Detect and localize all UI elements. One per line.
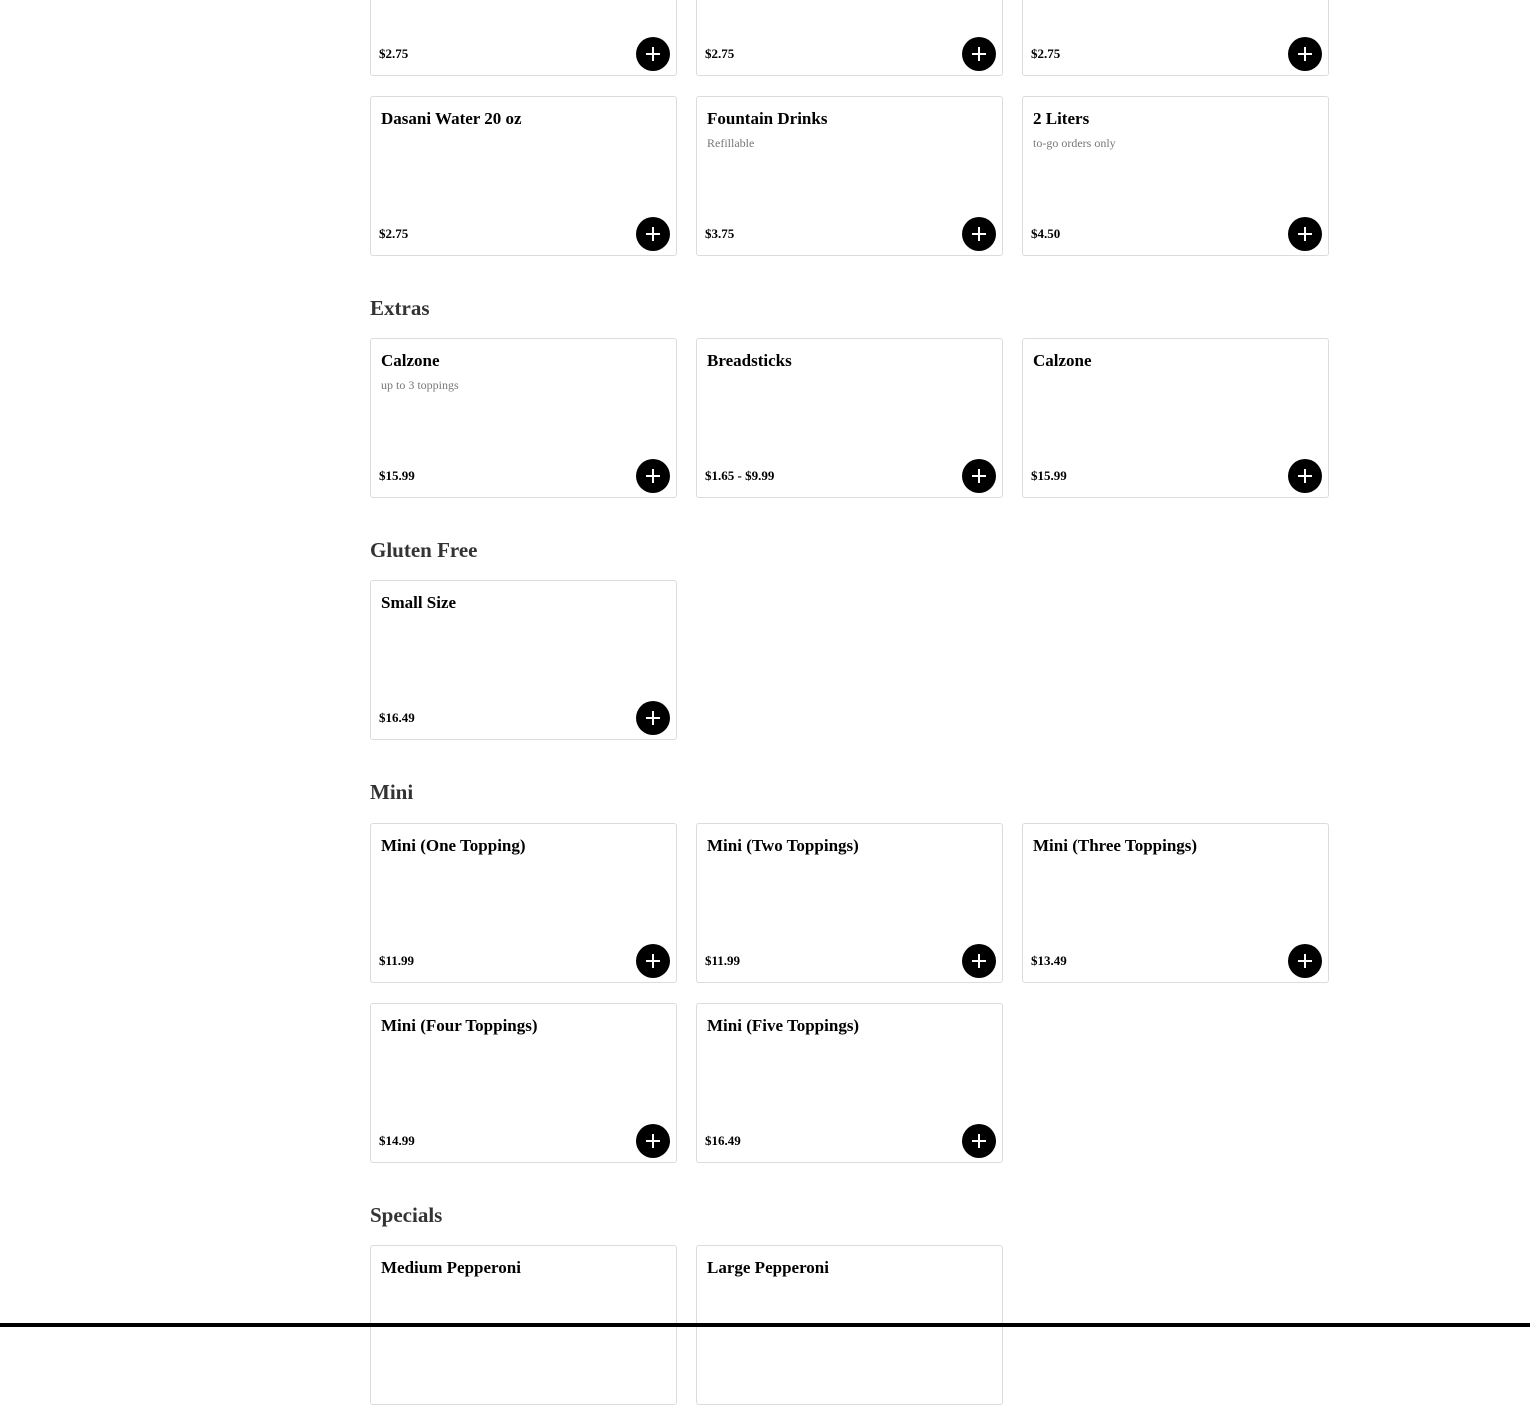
menu-item-card[interactable] — [370, 823, 677, 983]
plus-icon — [1298, 47, 1312, 61]
item-name: Small Size — [381, 593, 457, 612]
item-name: 2 Liters — [1033, 109, 1090, 128]
item-price: $4.50 — [1031, 226, 1061, 241]
item-price: $2.75 — [379, 46, 409, 61]
item-name: Large Pepperoni — [707, 1258, 829, 1277]
item-price: $2.75 — [705, 46, 735, 61]
item-name: Mini (Four Toppings) — [381, 1016, 538, 1035]
section-title-gluten-free: Gluten Free — [370, 538, 478, 562]
plus-icon — [972, 469, 986, 483]
item-name: Calzone — [381, 351, 440, 370]
item-price: $16.49 — [705, 1133, 741, 1148]
add-item-button[interactable] — [1288, 459, 1322, 493]
item-price: $15.99 — [1031, 468, 1067, 483]
bottom-bar — [0, 1323, 1530, 1327]
add-item-button[interactable] — [962, 944, 996, 978]
plus-icon — [646, 47, 660, 61]
item-description: up to 3 toppings — [381, 378, 459, 392]
item-price: $3.75 — [705, 226, 735, 241]
plus-icon — [1298, 227, 1312, 241]
add-item-button[interactable] — [636, 701, 670, 735]
add-item-button[interactable] — [636, 944, 670, 978]
menu-item-card[interactable] — [1022, 96, 1329, 256]
item-price: $1.65 - $9.99 — [705, 468, 775, 483]
plus-icon — [646, 954, 660, 968]
add-item-button[interactable] — [636, 37, 670, 71]
item-name: Dasani Water 20 oz — [381, 109, 522, 128]
plus-icon — [646, 1134, 660, 1148]
plus-icon — [972, 954, 986, 968]
menu-item-card[interactable] — [1022, 0, 1329, 76]
item-name: Calzone — [1033, 351, 1092, 370]
item-name: Breadsticks — [707, 351, 792, 370]
item-price: $16.49 — [379, 710, 415, 725]
add-item-button[interactable] — [636, 459, 670, 493]
item-name: Mini (One Topping) — [381, 836, 526, 855]
item-price: $2.75 — [1031, 46, 1061, 61]
menu-item-card[interactable] — [696, 823, 1003, 983]
item-name: Fountain Drinks — [707, 109, 828, 128]
add-item-button[interactable] — [1288, 37, 1322, 71]
plus-icon — [1298, 954, 1312, 968]
add-item-button[interactable] — [962, 1124, 996, 1158]
item-name: Mini (Two Toppings) — [707, 836, 859, 855]
item-price: $2.75 — [379, 226, 409, 241]
item-price: $13.49 — [1031, 953, 1067, 968]
plus-icon — [972, 1134, 986, 1148]
menu-item-card[interactable] — [370, 96, 677, 256]
add-item-button[interactable] — [1288, 217, 1322, 251]
item-name: Medium Pepperoni — [381, 1258, 521, 1277]
plus-icon — [972, 47, 986, 61]
add-item-button[interactable] — [636, 1124, 670, 1158]
item-description: to-go orders only — [1033, 136, 1116, 150]
add-item-button[interactable] — [1288, 944, 1322, 978]
menu-item-card[interactable] — [696, 96, 1003, 256]
section-title-specials: Specials — [370, 1203, 443, 1227]
item-price: $11.99 — [705, 953, 741, 968]
add-item-button[interactable] — [962, 217, 996, 251]
section-title-extras: Extras — [370, 296, 430, 320]
add-item-button[interactable] — [962, 37, 996, 71]
plus-icon — [1298, 469, 1312, 483]
section-title-mini: Mini — [370, 780, 414, 804]
item-price: $14.99 — [379, 1133, 415, 1148]
menu-item-card[interactable] — [370, 0, 677, 76]
menu-item-card[interactable] — [370, 580, 677, 740]
menu-item-card[interactable] — [370, 338, 677, 498]
item-name: Mini (Three Toppings) — [1033, 836, 1198, 855]
menu-item-card[interactable] — [696, 1003, 1003, 1163]
menu-item-card[interactable] — [370, 1003, 677, 1163]
plus-icon — [646, 469, 660, 483]
add-item-button[interactable] — [636, 217, 670, 251]
menu-item-card[interactable] — [1022, 338, 1329, 498]
plus-icon — [972, 227, 986, 241]
item-price: $11.99 — [379, 953, 415, 968]
item-name: Mini (Five Toppings) — [707, 1016, 860, 1035]
menu-item-card[interactable] — [696, 338, 1003, 498]
add-item-button[interactable] — [962, 459, 996, 493]
item-price: $15.99 — [379, 468, 415, 483]
plus-icon — [646, 711, 660, 725]
menu-item-card[interactable] — [696, 0, 1003, 76]
plus-icon — [646, 227, 660, 241]
item-description: Refillable — [707, 136, 755, 150]
menu-item-card[interactable] — [1022, 823, 1329, 983]
